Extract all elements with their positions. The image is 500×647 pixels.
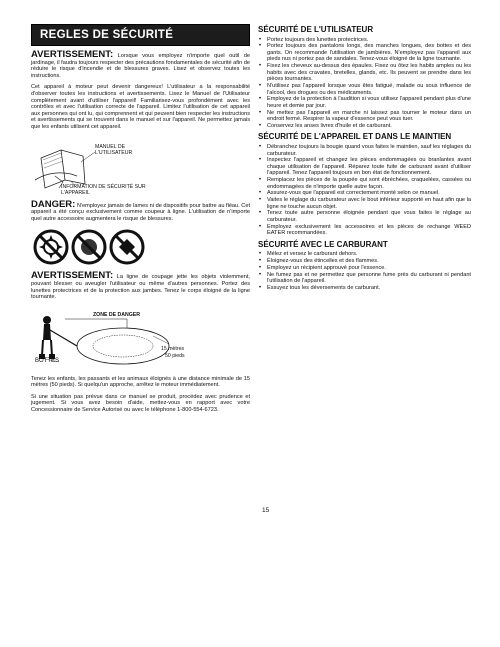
left-column: [31, 24, 250, 419]
warning-paragraph-1: AVERTISSEMENT: Lorsque vous employez n'importe quel outil de jardinage, il faudra toujours respecter des précautions fondamentales de sécurité afin de réduire le risque d'incendie et de blessures graves. Lisez et observez toutes les instructions.: [31, 49, 251, 79]
heading-carburant: SÉCURITÉ AVEC LE CARBURANT: [258, 239, 388, 249]
warning-paragraph-2: AVERTISSEMENT: La ligne de coupage jette les objets violemment, pouvant blesser ou aveugler l'utilisateur ou même d'autres personnes. Portez des lunettes protectrices et de la protection aux jambes. Tenez le corps éloigné de la ligne tournante.: [31, 270, 250, 301]
pieds-label: 50 pieds: [165, 352, 185, 359]
no-blades-figure: [31, 227, 250, 267]
list-item: • Mélez et versez le carburant dehors.: [258, 251, 471, 258]
no-flail-icon: [111, 231, 143, 263]
list-item: • Fixez les cheveux au-dessus des épaules. Fixez ou ôtez les habits amples ou les habits avec des cravates, bretelles, glands, etc. Ils peuvent se prendre dans les pièces tournantes.: [258, 63, 471, 83]
section-banner: REGLES DE SÉCURITÉ: [31, 24, 250, 46]
list-item: • Employez exclusivement les accessoires et les pièces de rechange WEED EATER recommandées.: [258, 224, 471, 237]
warning-lead-2: AVERTISSEMENT:: [31, 270, 114, 282]
safety-info-label: INFORMATION DE SÉCURITÉ SUR L'APPAREIL: [61, 183, 146, 196]
list-appareil: [258, 144, 471, 237]
heading-utilisateur: SÉCURITÉ DE L'UTILISATEUR: [258, 25, 374, 34]
paragraph-enfants: Tenez les enfants, les passants et les animaux éloignés à une distance minimale de 15 mètres (50 pieds). Si quelqu'un approche, arrêtez le moteur immédiatement.: [31, 375, 250, 389]
list-item: • Employez un récipient approuvé pour l'essence.: [258, 265, 471, 272]
metres-label: 15 mètres: [161, 345, 185, 352]
list-item: • Ne mettez pas l'appareil en marche ni laissez pas tourner le moteur dans un endroit fermé. Respirer la vapeur d'essence peut vous tuer.: [258, 110, 471, 123]
list-item: • Éloignez-vous des étincelles et des flammes.: [258, 258, 471, 265]
list-item: • N'utilisez pas l'appareil lorsque vous êtes fatigué, malade ou sous influence de l'alcool, des drogues ou des médicaments.: [258, 83, 471, 96]
danger-lead: DANGER:: [31, 198, 76, 210]
prohibited-blades-icons: [31, 227, 250, 267]
list-item: • Inspectez l'appareil et changez les pièces endommagées ou branlantes avant chaque utilisation de l'appareil. Réparez toute fuite de carburant avant d'utiliser l'appareil. Tenez l'appareil toujours en bon état de fonctionnement.: [258, 157, 471, 177]
page-number: 15: [262, 507, 270, 514]
right-column: [258, 24, 471, 295]
paragraph-appareil: Cet appareil à moteur peut devenir dangereux! L'utilisateur a la responsabilité d'observer toutes les instructions et avertissements. Lisez le Manuel de l'Utilisateur complètement avant d'utiliser l'appareil! Familiarisez-vous profondément avec les contrôles et avec l'utilisation correcte de l'appareil. Limitez l'utilisation de cet appareil aux personnes qui ont lu, qui comprennent et qui peuvent bien respecter les instructions et avertissements qui se trouvent dans le manuel et sur l'appareil. Ne permettez jamais que les enfants utilisent cet appareil.: [31, 84, 250, 130]
list-item: • Tenez toute autre personne éloignée pendant que vous faites le réglage au carburateur.: [258, 210, 471, 223]
list-item: • Portez toujours des lunettes protectrices.: [258, 37, 471, 44]
manual-figure: [31, 136, 250, 196]
list-item: • Débranchez toujours la bougie quand vous faites le maintien, sauf les réglages du carburateur.: [258, 144, 471, 157]
danger-paragraph: DANGER: N'employez jamais de lames ni de dispositifs pour battre au fléau. Cet appareil a été conçu exclusivement comme coupeur à ligne. L'utilisation de n'importe quel autre accessoire augmentera le risque de blessures.: [31, 198, 250, 222]
list-item: • Conservez les anses livres d'huile et de carburant.: [258, 123, 471, 130]
list-item: • Vaites le réglage du carburateur avec le bout inférieur supporté en haut afin que la ligne ne touche aucun objet.: [258, 197, 471, 210]
no-blade-icon-2: [73, 231, 105, 263]
zone-danger-label: ZONE DE DANGER: [93, 311, 140, 318]
manual-label: MANUEL DE L'UTILISATEUR: [95, 143, 133, 156]
list-item: • Assurez-vous que l'appareil est correctement monté selon ce manuel.: [258, 190, 471, 197]
warning-lead: AVERTISSEMENT:: [31, 49, 114, 60]
paragraph-situation: Si une situation pas prévue dans ce manuel se produit, procédez avec prudence et jugement. Si vous avez besoin d'aide, mettez-vous en rapport avec votre Concessionnaire de Service Autorisé ou avec le téléphone 1-800-554-6723.: [31, 393, 250, 414]
list-item: • Employez de la protection à l'audition si vous utilisez l'appareil pendant plus d'une heure et demie par jour.: [258, 96, 471, 109]
no-blade-icon-1: [35, 231, 67, 263]
bottes-label: BOTTES: [35, 357, 60, 364]
danger-zone-illustration: [31, 306, 250, 370]
list-item: • Essuyez tous les déversements de carburant.: [258, 285, 471, 292]
list-item: • Portez toujours des pantalons longs, des manches longues, des bottes et des gants. On recommande l'utilisation de jambières. N'employez pas l'appareil aux pieds nus ni portez pas de sandales. Tenez-vous éloigné de la ligne tournante.: [258, 43, 471, 63]
list-item: • Remplacez les pièces de la poupée qui sont ébréchées, craquelées, cassées ou endommagées de n'importe quelle autre façon.: [258, 177, 471, 190]
list-item: • Ne fumez pas et ne permettez que personne fume près du carburant ni pendant l'utilisation de l'appareil.: [258, 272, 471, 285]
danger-zone-figure: [31, 306, 250, 370]
heading-appareil: SÉCURITÉ DE L'APPAREIL ET DANS LE MAINTIEN: [258, 132, 452, 142]
list-utilisateur: [258, 37, 471, 130]
list-carburant: [258, 251, 471, 291]
